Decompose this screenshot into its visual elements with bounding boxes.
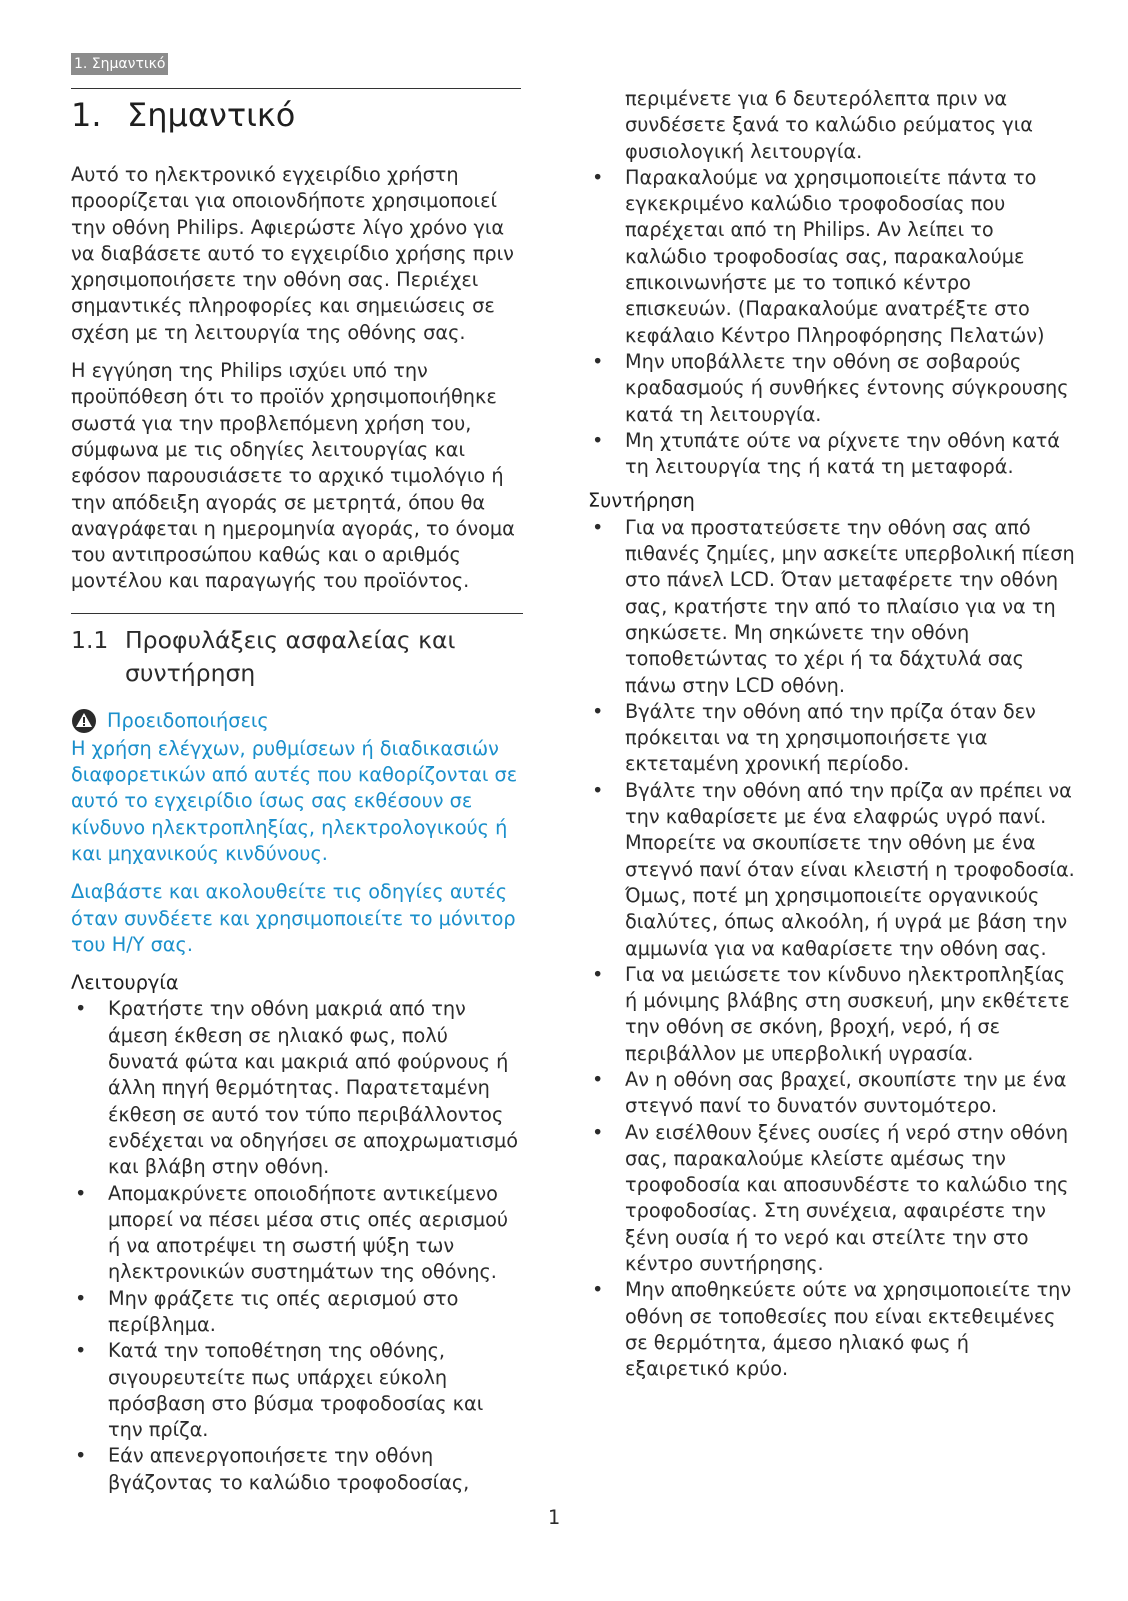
bullet: • bbox=[75, 1339, 87, 1363]
section-number: 1. bbox=[71, 96, 102, 134]
bullet: • bbox=[75, 1181, 87, 1205]
list-item: • Μην φράζετε τις οπές αερισμού στο περίβλημα. bbox=[75, 1286, 459, 1336]
bullet: • bbox=[592, 515, 604, 539]
left-column bbox=[71, 92, 523, 1496]
operation-list-continued bbox=[588, 165, 1078, 481]
right-column bbox=[588, 86, 1078, 1383]
header-rule bbox=[71, 88, 521, 89]
bullet: • bbox=[75, 1286, 87, 1310]
maintenance-list bbox=[588, 515, 1078, 1383]
operation-heading: Λειτουργία bbox=[71, 971, 179, 995]
bullet: • bbox=[592, 428, 604, 452]
subsection-number: 1.1 bbox=[71, 625, 109, 654]
bullet: • bbox=[75, 1444, 87, 1468]
list-item: • Για να μειώσετε τον κίνδυνο ηλεκτροπληξίας ή μόνιμης βλάβης στη συσκευή, μην εκθέτετε την οθόνη σε σκόνη, βροχή, νερό, ή σε περιβάλλον με υπερβολική υγρασία. bbox=[592, 962, 1070, 1065]
subsection-rule bbox=[71, 613, 523, 614]
list-item: • Εάν απενεργοποιήσετε την οθόνη βγάζοντας το καλώδιο τροφοδοσίας, bbox=[75, 1444, 470, 1494]
list-item: • Παρακαλούμε να χρησιμοποιείτε πάντα το εγκεκριμένο καλώδιο τροφοδοσίας που παρέχεται από τη Philips. Αν λείπει το καλώδιο τροφοδοσίας σας, παρακαλούμε επικοινωνήστε με το τοπικό κέντρο επισκευών. (Παρακαλούμε ανατρέξτε στο κεφάλαιο Κέντρο Πληροφόρησης Πελατών) bbox=[592, 165, 1045, 347]
warning-icon bbox=[71, 708, 97, 734]
intro-paragraph: Αυτό το ηλεκτρονικό εγχειρίδιο χρήστη προορίζεται για οποιονδήποτε χρησιμοποιεί την οθόνη Philips. Αφιερώστε λίγο χρόνο για να διαβάσετε αυτό το εγχειρίδιο χρήσης πριν χρησιμοποιήσετε την οθόνη σας. Περιέχει σημαντικές πληροφορίες και σημειώσεις σε σχέση με τη λειτουργία της οθόνης σας. bbox=[71, 163, 514, 344]
warning-paragraph: Διαβάστε και ακολουθείτε τις οδηγίες αυτές όταν συνδέετε και χρησιμοποιείτε το μόνιτορ του Η/Υ σας. bbox=[71, 880, 516, 956]
list-item: • Για να προστατεύσετε την οθόνη σας από πιθανές ζημίες, μην ασκείτε υπερβολική πίεση στο πάνελ LCD. Όταν μεταφέρετε την οθόνη σας, κρατήστε την από το πλαίσιο για να τη σηκώσετε. Μη σηκώνετε την οθόνη τοποθετώντας το χέρι ή τα δάχτυλά σας πάνω στην LCD οθόνη. bbox=[592, 515, 1075, 697]
maintenance-heading: Συντήρηση bbox=[588, 489, 695, 513]
list-item: • Βγάλτε την οθόνη από την πρίζα όταν δεν πρόκειται να τη χρησιμοποιήσετε για εκτεταμένη χρονική περίοδο. bbox=[592, 699, 1036, 776]
list-item-continuation: περιμένετε για 6 δευτερόλεπτα πριν να συνδέσετε ξανά το καλώδιο ρεύματος για φυσιολογική λειτουργία. bbox=[625, 87, 1033, 163]
subsection-title: Προφυλάξεις ασφαλείας και συντήρηση bbox=[125, 625, 456, 687]
bullet: • bbox=[592, 778, 604, 802]
list-item: • Απομακρύνετε οποιοδήποτε αντικείμενο μπορεί να πέσει μέσα στις οπές αερισμού ή να αποτρέψει τη σωστή ψύξη των ηλεκτρονικών συστημάτων της οθόνης. bbox=[75, 1181, 509, 1284]
warranty-paragraph: Η εγγύηση της Philips ισχύει υπό την προϋπόθεση ότι το προϊόν χρησιμοποιήθηκε σωστά για την προβλεπόμενη χρήση του, σύμφωνα με τις οδηγίες λειτουργίας και εφόσον παρουσιάσετε το αρχικό τιμολόγιο ή την απόδειξη αγοράς σε μετρητά, όπου θα αναγράφεται η ημερομηνία αγοράς, το όνομα του αντιπροσώπου καθώς και ο αριθμός μοντέλου και παραγωγής του προϊόντος. bbox=[71, 359, 515, 593]
list-item: • Μην υποβάλλετε την οθόνη σε σοβαρούς κραδασμούς ή συνθήκες έντονης σύγκρουσης κατά τη λειτουργία. bbox=[592, 349, 1069, 426]
list-item: • Μην αποθηκεύετε ούτε να χρησιμοποιείτε την οθόνη σε τοποθεσίες που είναι εκτεθειμένες σε θερμότητα, άμεσο ηλιακό φως ή εξαιρετικό κρύο. bbox=[592, 1278, 1072, 1381]
operation-list bbox=[71, 996, 523, 1496]
section-title: Σημαντικό bbox=[127, 96, 296, 134]
warnings-title: Προειδοποιήσεις bbox=[107, 708, 269, 732]
list-item: • Μη χτυπάτε ούτε να ρίχνετε την οθόνη κατά τη λειτουργία της ή κατά τη μεταφορά. bbox=[592, 428, 1060, 479]
list-item: • Βγάλτε την οθόνη από την πρίζα αν πρέπει να την καθαρίσετε με ένα ελαφρώς υγρό πανί. Μπορείτε να σκουπίσετε την οθόνη με ένα στεγνό πανί όταν είναι κλειστή η τροφοδοσία. Όμως, ποτέ μη χρησιμοποιείτε οργανικούς διαλύτες, όπως αλκοόλη, ή υγρά με βάση την αμμωνία για να καθαρίσετε την οθόνη σας. bbox=[592, 778, 1075, 960]
page-title bbox=[71, 92, 523, 138]
list-item: • Κατά την τοποθέτηση της οθόνης, σιγουρευτείτε πως υπάρχει εύκολη πρόσβαση στο βύσμα τροφοδοσίας και την πρίζα. bbox=[75, 1339, 484, 1442]
running-header: 1. Σημαντικό bbox=[71, 53, 168, 75]
list-item: • Αν η οθόνη σας βραχεί, σκουπίστε την με ένα στεγνό πανί το δυνατόν συντομότερο. bbox=[592, 1067, 1067, 1118]
bullet: • bbox=[592, 962, 604, 986]
bullet: • bbox=[592, 349, 604, 373]
subsection-heading bbox=[71, 624, 523, 690]
bullet: • bbox=[592, 699, 604, 723]
warning-paragraph: Η χρήση ελέγχων, ρυθμίσεων ή διαδικασιών διαφορετικών από αυτές που καθορίζονται σε αυτό το εγχειρίδιο ίσως σας εκθέσουν σε κίνδυνο ηλεκτροπληξίας, ηλεκτρολογικούς ή και μηχανικούς κινδύνους. bbox=[71, 736, 518, 865]
page-number: 1 bbox=[548, 1506, 561, 1529]
list-item: • Αν εισέλθουν ξένες ουσίες ή νερό στην οθόνη σας, παρακαλούμε κλείστε αμέσως την τροφοδοσία και αποσυνδέστε το καλώδιο της τροφοδοσίας. Στη συνέχεια, αφαιρέστε την ξένη ουσία ή το νερό και στείλτε την στο κέντρο συντήρησης. bbox=[592, 1120, 1069, 1276]
list-item: • Κρατήστε την οθόνη μακριά από την άμεση έκθεση σε ηλιακό φως, πολύ δυνατά φώτα και μακριά από φούρνους ή άλλη πηγή θερμότητας. Παρατεταμένη έκθεση σε αυτό τον τύπο περιβάλλοντος ενδέχεται να οδηγήσει σε αποχρωματισμό και βλάβη στην οθόνη. bbox=[75, 997, 519, 1179]
bullet: • bbox=[592, 1120, 604, 1144]
warnings-heading bbox=[71, 708, 523, 734]
bullet: • bbox=[592, 165, 604, 189]
bullet: • bbox=[75, 997, 87, 1021]
bullet: • bbox=[592, 1067, 604, 1091]
bullet: • bbox=[592, 1278, 604, 1302]
